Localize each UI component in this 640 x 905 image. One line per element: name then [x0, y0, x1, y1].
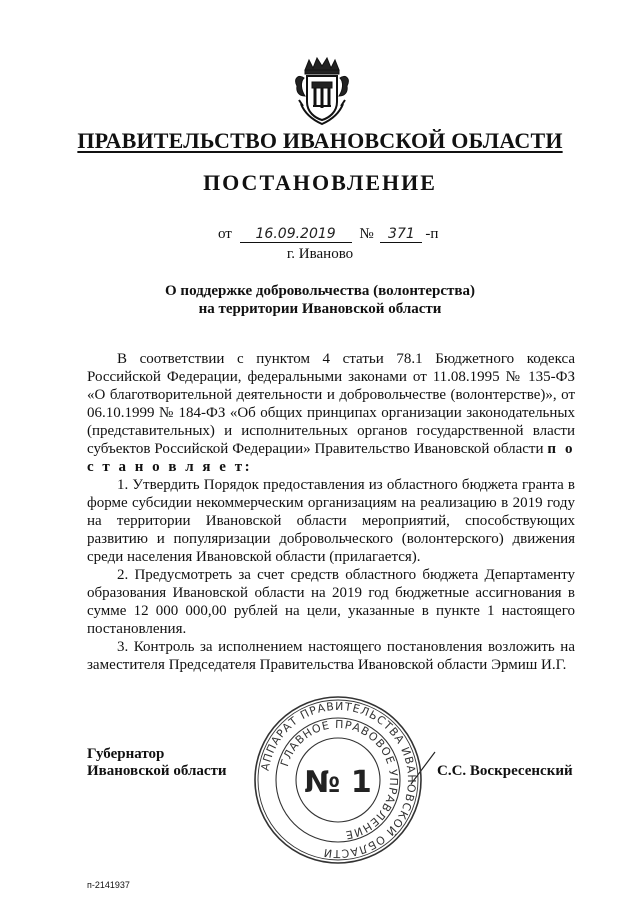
document-body: [87, 350, 575, 674]
city: г. Иваново: [286, 246, 354, 262]
official-stamp-icon: [252, 694, 424, 866]
svg-text:ГЛАВНОЕ ПРАВОВОЕ УПРАВЛЕНИЕ: ГЛАВНОЕ ПРАВОВОЕ УПРАВЛЕНИЕ: [278, 717, 401, 842]
signatory-name: С.С. Воскресенский: [437, 763, 573, 779]
coat-of-arms-icon: [291, 56, 353, 128]
item-1: 1. Утвердить Порядок предоставления из областного бюджета гранта в форме субсидии некоммерческим организациям на реализацию в 2019 году на территории Ивановской области мероприятий, способствующих развитию и популяризации добровольческого (волонтерского) движения среди населения Ивановской области (прилагается).: [87, 477, 575, 565]
document-type-title: ПОСТАНОВЛЕНИЕ: [203, 170, 437, 195]
number-sign: №: [359, 226, 374, 242]
subject-line-2: на территории Ивановской области: [198, 301, 442, 317]
signatory-title-line-2: Ивановской области: [87, 763, 227, 779]
preamble-paragraph: [87, 350, 575, 476]
svg-text:№ 1: № 1: [304, 765, 372, 800]
dateline-prefix: от: [218, 226, 232, 242]
document-number: 371: [380, 227, 422, 243]
government-title: ПРАВИТЕЛЬСТВО ИВАНОВСКОЙ ОБЛАСТИ: [77, 128, 563, 153]
svg-text:АППАРАТ ПРАВИТЕЛЬСТВА ИВАНОВСК: АППАРАТ ПРАВИТЕЛЬСТВА ИВАНОВСКОЙ ОБЛАСТИ: [258, 699, 419, 861]
item-2: 2. Предусмотреть за счет средств областного бюджета Департаменту образования Ивановской области на 2019 год бюджетные ассигнования в сумме 12 000 000,00 рублей на цели, указанные в пункте 1 настоящего постановления.: [87, 567, 575, 637]
item-3: 3. Контроль за исполнением настоящего постановления возложить на заместителя Председателя Правительства Ивановской области Эрмиш И.Г.: [87, 639, 575, 673]
document-code: п-2141937: [87, 880, 130, 890]
dateline: [218, 226, 438, 243]
decree-word: п о с т а н о в л я е т:: [87, 441, 575, 475]
document-subject: [0, 282, 640, 318]
number-suffix: -п: [425, 226, 439, 242]
preamble-text: В соответствии с пунктом 4 статьи 78.1 Бюджетного кодекса Российской Федерации, федеральными законами от 11.08.1995 № 135-ФЗ «О благотворительной деятельности и добровольчестве (волонтерстве)», от 06.10.1999 № 184-ФЗ «Об общих принципах организации законодательных (представительных) и исполнительных органов государственной власти субъектов Российской Федерации» Правительство Ивановской области: [87, 351, 575, 457]
signatory-title: [87, 746, 227, 780]
subject-line-1: О поддержке добровольчества (волонтерства): [165, 283, 475, 299]
signatory-title-line-1: Губернатор: [87, 746, 165, 762]
document-date: 16.09.2019: [240, 227, 352, 243]
